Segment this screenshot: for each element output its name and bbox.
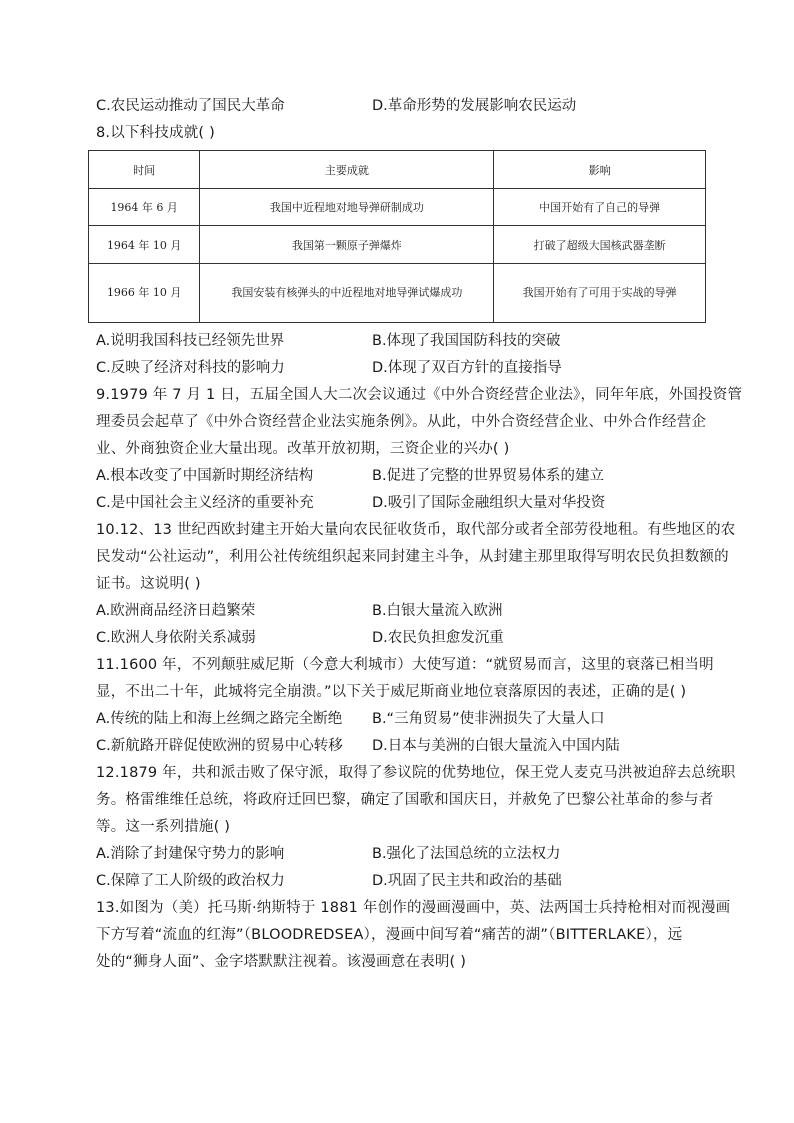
table-header-time: 时间 [89, 151, 200, 189]
q7-option-d: D.革命形势的发展影响农民运动 [372, 98, 577, 114]
table-cell-impact: 打破了超级大国核武器垄断 [494, 226, 706, 264]
q13-stem-line: 处的“狮身人面”、金字塔默默注视着。该漫画意在表明( ) [96, 954, 467, 970]
q10-stem-line: 证书。这说明( ) [96, 576, 201, 592]
q12-option-b: B.强化了法国总统的立法权力 [372, 846, 561, 862]
q8-option-c: C.反映了经济对科技的影响力 [96, 360, 285, 376]
table-row [89, 189, 706, 226]
q12-option-a: A.消除了封建保守势力的影响 [96, 846, 285, 862]
q12-stem-line: 务。格雷维维任总统，将政府迁回巴黎，确定了国歌和国庆日，并赦免了巴黎公社革命的参与者 [96, 792, 714, 808]
q13-stem-line: 下方写着“流血的红海”（BLOODREDSEA），漫画中间写着“痛苦的湖”（BITTERLAKE），远 [96, 927, 683, 943]
q8-option-d: D.体现了双百方针的直接指导 [372, 360, 562, 376]
q8-option-b: B.体现了我国国防科技的突破 [372, 333, 561, 349]
table-row [89, 264, 706, 323]
q9-stem-line: 9.1979 年 7 月 1 日，五届全国人大二次会议通过《中外合资经营企业法》，同年年底，外国投资管 [96, 387, 743, 403]
q11-stem-line: 显，不出二十年，此城将完全崩溃。”以下关于威尼斯商业地位衰落原因的表述，正确的是( ) [96, 684, 687, 700]
q9-option-a: A.根本改变了中国新时期经济结构 [96, 468, 314, 484]
q9-option-b: B.促进了完整的世界贸易体系的建立 [372, 468, 605, 484]
q9-option-c: C.是中国社会主义经济的重要补充 [96, 495, 314, 511]
q9-stem-line: 理委员会起草了《中外合资经营企业法实施条例》。从此，中外合资经营企业、中外合作经营企 [96, 414, 707, 430]
q12-stem-line: 等。这一系列措施( ) [96, 819, 231, 835]
q7-option-c: C.农民运动推动了国民大革命 [96, 98, 285, 114]
q10-stem-line: 民发动“公社运动”，利用公社传统组织起来同封建主斗争，从封建主那里取得写明农民负担数额的 [96, 549, 729, 565]
q8-option-a: A.说明我国科技已经领先世界 [96, 333, 285, 349]
q11-option-c: C.新航路开辟促使欧洲的贸易中心转移 [96, 738, 343, 754]
q12-option-d: D.巩固了民主共和政治的基础 [372, 873, 562, 889]
q11-option-d: D.日本与美洲的白银大量流入中国内陆 [372, 738, 620, 754]
table-cell-impact: 中国开始有了自己的导弹 [494, 189, 706, 226]
q8-stem: 8.以下科技成就( ) [96, 125, 215, 141]
q12-stem-line: 12.1879 年，共和派击败了保守派，取得了参议院的优势地位，保王党人麦克马洪被迫辞去总统职 [96, 765, 736, 781]
table-cell-time: 1964 年 6 月 [89, 189, 200, 226]
q10-option-d: D.农民负担愈发沉重 [372, 630, 504, 646]
table-cell-achievement: 我国安装有核弹头的中近程地对地导弹试爆成功 [200, 264, 494, 323]
q11-stem-line: 11.1600 年，不列颠驻威尼斯（今意大利城市）大使写道：“就贸易而言，这里的衰落已相当明 [96, 657, 714, 673]
table-header-achievement: 主要成就 [200, 151, 494, 189]
achievement-table [88, 150, 706, 323]
q11-option-b: B.“三角贸易”使非洲损失了大量人口 [372, 711, 605, 727]
table-cell-achievement: 我国中近程地对地导弹研制成功 [200, 189, 494, 226]
table-row [89, 226, 706, 264]
q9-stem-line: 业、外商独资企业大量出现。改革开放初期，三资企业的兴办( ) [96, 441, 510, 457]
q9-option-d: D.吸引了国际金融组织大量对华投资 [372, 495, 606, 511]
q12-option-c: C.保障了工人阶级的政治权力 [96, 873, 285, 889]
table-cell-time: 1966 年 10 月 [89, 264, 200, 323]
q10-stem-line: 10.12、13 世纪西欧封建主开始大量向农民征收货币，取代部分或者全部劳役地租。有些地区的农 [96, 522, 736, 538]
q13-stem-line: 13.如图为（美）托马斯·纳斯特于 1881 年创作的漫画漫画中，英、法两国士兵持枪相对而视漫画 [96, 900, 731, 916]
table-cell-achievement: 我国第一颗原子弹爆炸 [200, 226, 494, 264]
q11-option-a: A.传统的陆上和海上丝绸之路完全断绝 [96, 711, 343, 727]
table-cell-time: 1964 年 10 月 [89, 226, 200, 264]
q10-option-b: B.白银大量流入欧洲 [372, 603, 503, 619]
table-header-row [89, 151, 706, 189]
q10-option-c: C.欧洲人身依附关系减弱 [96, 630, 256, 646]
q10-option-a: A.欧洲商品经济日趋繁荣 [96, 603, 256, 619]
table-header-impact: 影响 [494, 151, 706, 189]
table-cell-impact: 我国开始有了可用于实战的导弹 [494, 264, 706, 323]
